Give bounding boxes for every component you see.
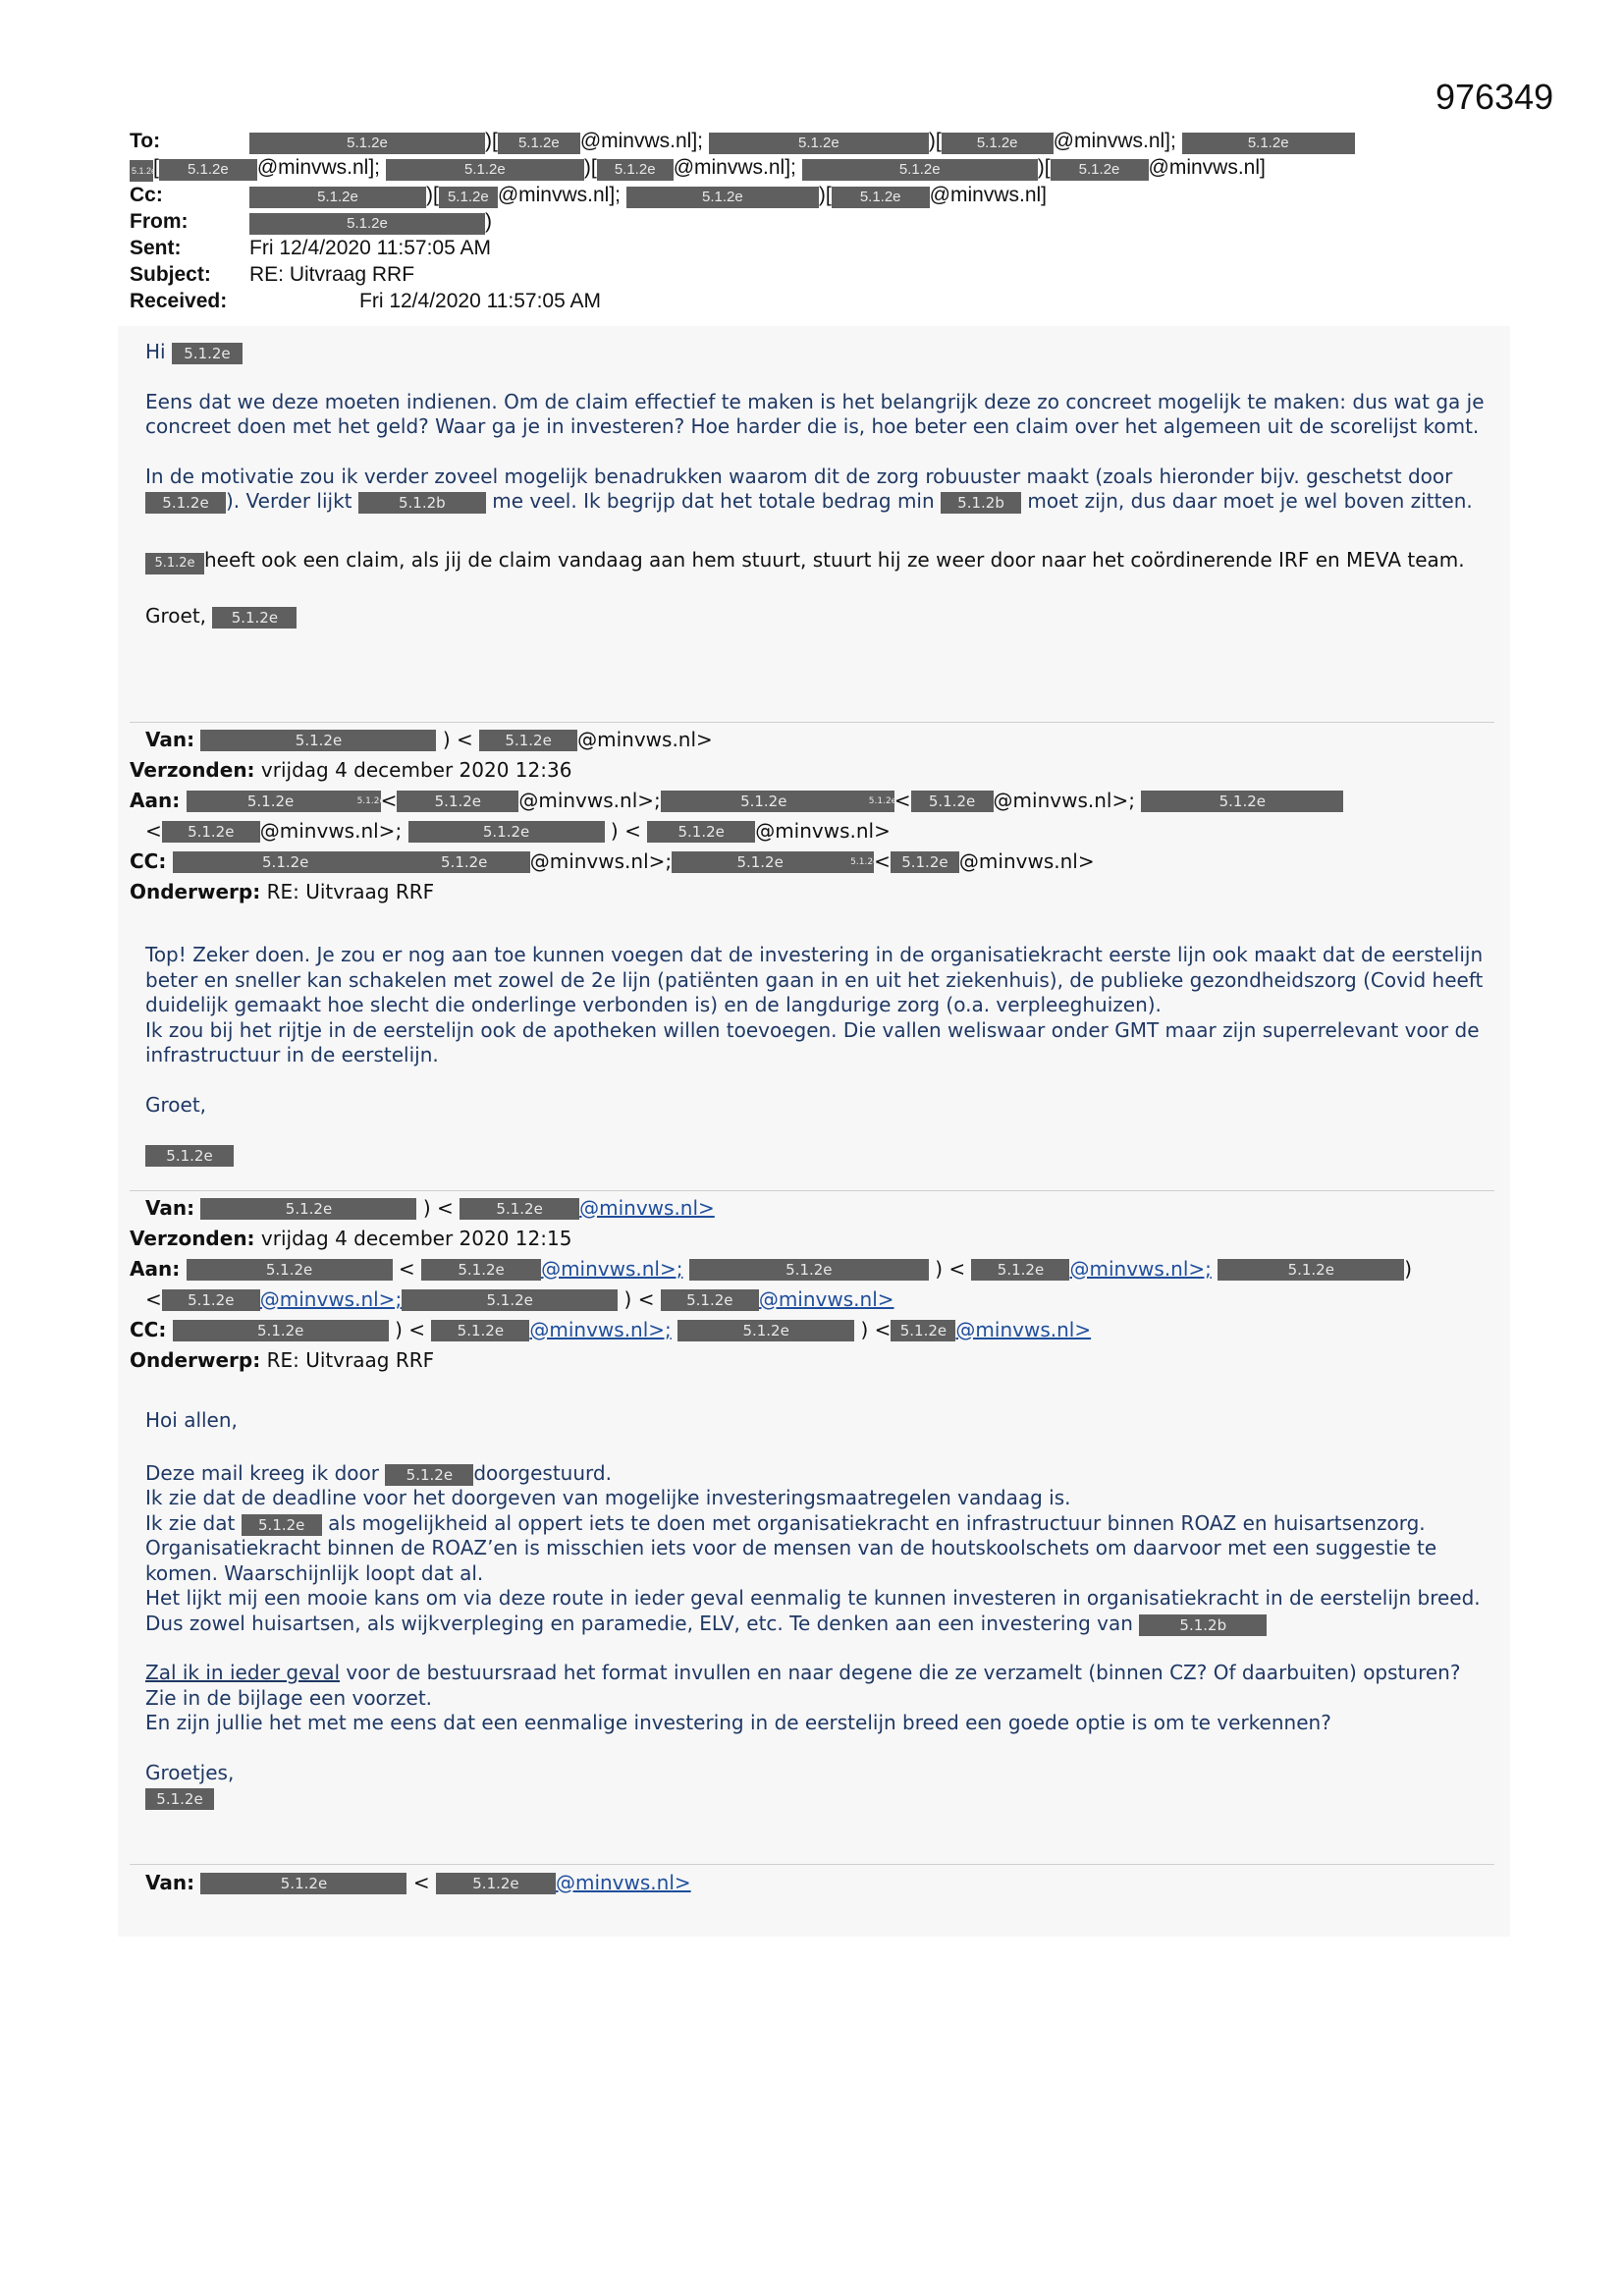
redaction: 5.1.2e xyxy=(498,133,580,154)
paragraph-text: ). Verder lijkt xyxy=(226,489,352,513)
paragraph-line: Zie in de bijlage een voorzet. xyxy=(145,1685,433,1710)
from-label: From: xyxy=(130,210,189,233)
verzonden-value: vrijdag 4 december 2020 12:36 xyxy=(260,758,572,782)
email-domain: @minvws.nl]; xyxy=(1053,130,1176,152)
reply-header-2: Van: 5.1.2e ) < 5.1.2e @minvws.nl> Verzonden: vrijdag 4 december 2020 12:36 Aan: 5.1.2e 5.1.2e < 5.1.2e @minvws.nl>; 5.1.2e 5.1.2e < 5.1.2e @minvws.nl>; 5.1.2e < 5.1.2e @minvws.nl>; 5.1.2e ) < 5.1.2e @minvws.nl> CC: 5.1.2e 5.1.2e @minvws.nl>; 5.1.2e 5.1.2e < 5.1.2e @minvws.nl> Onderwerp: RE: Uitvraag RRF xyxy=(130,725,1504,907)
greeting: Hi xyxy=(145,340,166,363)
paragraph-text: Deze mail kreeg ik door xyxy=(145,1460,379,1485)
redaction: 5.1.2e xyxy=(971,1259,1069,1281)
closing: Groetjes, xyxy=(145,1760,235,1784)
subject-label: Subject: xyxy=(130,263,211,286)
redaction: 5.1.2e xyxy=(661,1289,759,1311)
redaction: 5.1.2e xyxy=(402,1289,618,1311)
cc-row: Cc: 5.1.2e )[ 5.1.2e @minvws.nl]; 5.1.2e )[ 5.1.2e @minvws.nl] xyxy=(130,184,1048,206)
redaction: 5.1.2e xyxy=(200,1198,416,1220)
to-row-2: 5.1.2e [ 5.1.2e @minvws.nl]; 5.1.2e )[ 5.1.2e @minvws.nl]; 5.1.2e )[ 5.1.2e @minvws.nl] xyxy=(130,154,1504,182)
redaction: 5.1.2e xyxy=(145,492,226,514)
paragraph-line xyxy=(145,1586,1490,1636)
email-link[interactable]: @minvws.nl> xyxy=(555,1871,691,1894)
redaction: 5.1.2e xyxy=(832,187,930,208)
redaction: 5.1.2e xyxy=(421,1259,541,1281)
cc-label: CC: xyxy=(130,1318,167,1341)
closing: Groet, xyxy=(145,603,207,628)
redaction: 5.1.2e xyxy=(249,213,485,235)
aan-label: Aan: xyxy=(130,789,181,812)
redaction: 5.1.2e xyxy=(677,1320,854,1341)
aan-label: Aan: xyxy=(130,1257,181,1281)
paragraph-text: als mogelijkheid al oppert iets te doen met organisatiekracht en infrastructuur binnen ROAZ en huisartsenzorg. Organisatiekracht binnen de ROAZ’en is misschien iets voor de mensen van de houtskoolschets om daarvoor met een suggestie te komen. Waarschijnlijk loopt dat al. xyxy=(145,1510,1437,1585)
redaction: 5.1.2b xyxy=(358,492,486,514)
redaction: 5.1.2e xyxy=(162,1289,260,1311)
redaction: 5.1.2e xyxy=(145,1788,214,1810)
redaction: 5.1.2e xyxy=(802,159,1038,181)
redaction: 5.1.2b xyxy=(1139,1614,1267,1636)
email-domain: @minvws.nl> xyxy=(755,819,891,843)
greeting: Hoi allen, xyxy=(145,1408,238,1432)
received-row xyxy=(130,288,1504,314)
from-row: From: 5.1.2e ) xyxy=(130,210,492,233)
email-domain: @minvws.nl]; xyxy=(673,156,796,179)
redaction: 5.1.2e xyxy=(187,1259,393,1281)
paragraph: Eens dat we deze moeten indienen. Om de claim effectief te maken is het belangrijk deze zo concreet mogelijk te maken: dus wat ga je concreet doen met het geld? Waar ga je in investeren? Hoe harder die is, hoe beter een claim over het algemeen uit de scorelijst komt. xyxy=(145,389,1485,438)
paragraph-text: voor de bestuursraad het format invullen en naar degene die ze verzamelt (binnen CZ? Of daarbuiten) opsturen? xyxy=(346,1661,1461,1684)
redaction: 5.1.2e xyxy=(173,1320,389,1341)
email-domain: @minvws.nl>; xyxy=(259,819,403,843)
onderwerp-value: RE: Uitvraag RRF xyxy=(266,880,435,903)
subject-value: RE: Uitvraag RRF xyxy=(249,263,415,286)
email-domain: @minvws.nl>; xyxy=(518,789,661,812)
redaction: 5.1.2e xyxy=(1051,159,1149,181)
document-number: 976349 xyxy=(1435,77,1554,117)
redaction: 5.1.2e xyxy=(689,1259,929,1281)
message-3 xyxy=(145,1408,1490,1811)
redaction: 5.1.2e xyxy=(249,187,426,208)
to-label: To: xyxy=(130,130,161,152)
email-link[interactable]: @minvws.nl>; xyxy=(541,1257,683,1281)
verzonden-label: Verzonden: xyxy=(130,1227,255,1250)
paragraph-text: moet zijn, dus daar moet je wel boven zitten. xyxy=(1027,489,1473,513)
paragraph-text: heeft ook een claim, als jij de claim vandaag aan hem stuurt, stuurt hij ze weer door naar het coördinerende IRF en MEVA team. xyxy=(204,547,1465,572)
redaction: 5.1.2e xyxy=(1218,1259,1404,1281)
sent-value: Fri 12/4/2020 11:57:05 AM xyxy=(249,237,491,259)
reply-header-4: Van: 5.1.2e < 5.1.2e @minvws.nl> xyxy=(130,1868,1504,1898)
reply-header-3: Van: 5.1.2e ) < 5.1.2e @minvws.nl> Verzonden: vrijdag 4 december 2020 12:15 Aan: 5.1.2e < 5.1.2e @minvws.nl>; 5.1.2e ) < 5.1.2e @minvws.nl>; 5.1.2e ) < 5.1.2e @minvws.nl>; 5.1.2e ) < 5.1.2e @minvws.nl> CC: 5.1.2e ) < 5.1.2e @minvws.nl>; 5.1.2e ) < 5.1.2e @minvws.nl> Onderwerp: RE: Uitvraag RRF xyxy=(130,1193,1504,1376)
van-label: Van: xyxy=(145,1196,195,1220)
email-link[interactable]: @minvws.nl>; xyxy=(1069,1257,1212,1281)
paragraph-line xyxy=(145,1511,1490,1587)
van-label: Van: xyxy=(145,728,195,751)
redaction: 5.1.2e xyxy=(145,553,204,574)
email-domain: @minvws.nl]; xyxy=(256,156,381,179)
verzonden-value: vrijdag 4 december 2020 12:15 xyxy=(260,1227,572,1250)
redaction: 5.1.2e xyxy=(200,1873,406,1894)
email-domain: @minvws.nl]; xyxy=(497,184,621,206)
to-row: To: 5.1.2e )[ 5.1.2e @minvws.nl]; 5.1.2e )[ 5.1.2e @minvws.nl]; 5.1.2e xyxy=(130,128,1504,154)
closing: Groet, xyxy=(145,1092,207,1117)
separator xyxy=(130,1864,1494,1865)
redaction: 5.1.2e xyxy=(597,159,674,181)
received-value: Fri 12/4/2020 11:57:05 AM xyxy=(359,290,601,312)
redaction: 5.1.2e xyxy=(172,343,243,364)
verzonden-label: Verzonden: xyxy=(130,758,255,782)
redaction: 5.1.2e xyxy=(159,159,257,181)
separator xyxy=(130,722,1494,723)
paragraph-text: me veel. Ik begrijp dat het totale bedrag min xyxy=(492,489,935,513)
redaction: 5.1.2e xyxy=(397,791,518,812)
redaction: 5.1.2e xyxy=(647,821,755,843)
email-domain: @minvws.nl>; xyxy=(993,789,1135,812)
email-link[interactable]: @minvws.nl> xyxy=(579,1196,715,1220)
paragraph-text: Zal ik in ieder geval xyxy=(145,1661,341,1684)
redaction: 5.1.2e xyxy=(439,187,498,208)
subject-row xyxy=(130,261,1504,288)
redaction: 5.1.2e xyxy=(162,821,260,843)
redaction: 5.1.2e xyxy=(891,851,959,873)
redaction: 5.1.2e xyxy=(200,730,436,751)
email-domain: @minvws.nl]; xyxy=(579,130,703,152)
email-link[interactable]: @minvws.nl> xyxy=(955,1318,1092,1341)
redaction: 5.1.2e xyxy=(672,851,848,873)
email-domain: @minvws.nl] xyxy=(1148,156,1266,179)
email-domain: @minvws.nl> xyxy=(958,849,1095,873)
redaction: 5.1.2b xyxy=(941,492,1021,514)
message-1 xyxy=(145,340,1490,653)
paragraph-text: In de motivatie zou ik verder zoveel mogelijk benadrukken waarom dit de zorg robuuster maakt (zoals hieronder bijv. geschetst door xyxy=(145,464,1453,488)
redaction: 5.1.2e xyxy=(249,133,485,154)
redaction: 5.1.2e xyxy=(626,187,819,208)
cc-label: CC: xyxy=(130,849,167,873)
redaction: 5.1.2e xyxy=(891,1320,955,1341)
redaction: 5.1.2e xyxy=(661,791,867,812)
redaction: 5.1.2e xyxy=(399,851,530,873)
redaction: 5.1.2e xyxy=(1141,791,1343,812)
email-header xyxy=(130,128,1504,314)
onderwerp-label: Onderwerp: xyxy=(130,1348,261,1372)
paragraph-text: doorgestuurd. xyxy=(473,1460,612,1485)
received-label: Received: xyxy=(130,290,228,312)
redaction: 5.1.2e xyxy=(386,159,584,181)
paragraph-line: En zijn jullie het met me eens dat een eenmalige investering in de eerstelijn breed een goede optie is om te verkennen? xyxy=(145,1711,1331,1734)
redaction: 5.1.2e xyxy=(479,730,577,751)
redaction: 5.1.2e xyxy=(867,791,894,812)
separator xyxy=(130,1190,1494,1191)
onderwerp-value: RE: Uitvraag RRF xyxy=(266,1348,435,1372)
paragraph-line xyxy=(145,1461,1490,1487)
sent-label: Sent: xyxy=(130,237,182,259)
sent-row xyxy=(130,235,1504,261)
email-link[interactable]: @minvws.nl> xyxy=(758,1287,894,1311)
redaction: 5.1.2e xyxy=(460,1198,579,1220)
redaction: 5.1.2e xyxy=(355,791,381,812)
paragraph-line xyxy=(145,1661,1490,1686)
message-2 xyxy=(145,943,1490,1192)
redaction: 5.1.2e xyxy=(911,791,994,812)
redaction: 5.1.2e xyxy=(1182,133,1355,154)
paragraph-text: Ik zie dat xyxy=(145,1510,236,1535)
redaction: 5.1.2e xyxy=(173,851,399,873)
redaction: 5.1.2e xyxy=(431,1320,529,1341)
email-link[interactable]: @minvws.nl>; xyxy=(259,1287,403,1311)
email-domain: @minvws.nl> xyxy=(577,728,713,751)
redaction: 5.1.2e xyxy=(408,821,605,843)
redaction: 5.1.2e xyxy=(436,1873,556,1894)
redaction: 5.1.2e xyxy=(385,1464,473,1486)
email-link[interactable]: @minvws.nl>; xyxy=(529,1318,672,1341)
email-domain: @minvws.nl>; xyxy=(529,849,673,873)
cc-label: Cc: xyxy=(130,184,163,206)
redaction: 5.1.2e xyxy=(242,1514,322,1536)
paragraph: Top! Zeker doen. Je zou er nog aan toe kunnen voegen dat de investering in de organisatiekracht eerste lijn ook maakt dat de eerstelijn beter en sneller kan schakelen met zowel de 2e lijn (patiënten gaan in en uit het ziekenhuis), de publieke gezondheidszorg (Covid heeft duidelijk gemaakt hoe slecht die onderlinge verbonden is) en de langdurige zorg (o.a. verpleeghuizen). xyxy=(145,943,1484,1016)
paragraph-text: Het lijkt mij een mooie kans om via deze route in ieder geval eenmalig te kunnen investeren in organisatiekracht in de eerstelijn breed. Dus zowel huisartsen, als wijkverpleging en paramedie, ELV, etc. Te denken aan een investering van xyxy=(145,1586,1481,1635)
email-domain: @minvws.nl] xyxy=(929,184,1048,206)
redaction: 5.1.2e xyxy=(709,133,929,154)
redaction: 5.1.2e xyxy=(212,607,297,629)
redaction: 5.1.2e xyxy=(145,1145,234,1167)
redaction: 5.1.2e xyxy=(848,851,874,873)
paragraph: Ik zou bij het rijtje in de eerstelijn ook de apotheken willen toevoegen. Die vallen weliswaar onder GMT maar zijn superrelevant voor de infrastructuur in de eerstelijn. xyxy=(145,1017,1480,1066)
paragraph-line: Ik zie dat de deadline voor het doorgeven van mogelijke investeringsmaatregelen vandaag is. xyxy=(145,1486,1071,1509)
redaction: 5.1.2e xyxy=(942,133,1054,154)
redaction: 5.1.2e xyxy=(130,160,153,182)
van-label: Van: xyxy=(145,1871,195,1894)
onderwerp-label: Onderwerp: xyxy=(130,880,261,903)
redaction: 5.1.2e xyxy=(187,791,355,812)
